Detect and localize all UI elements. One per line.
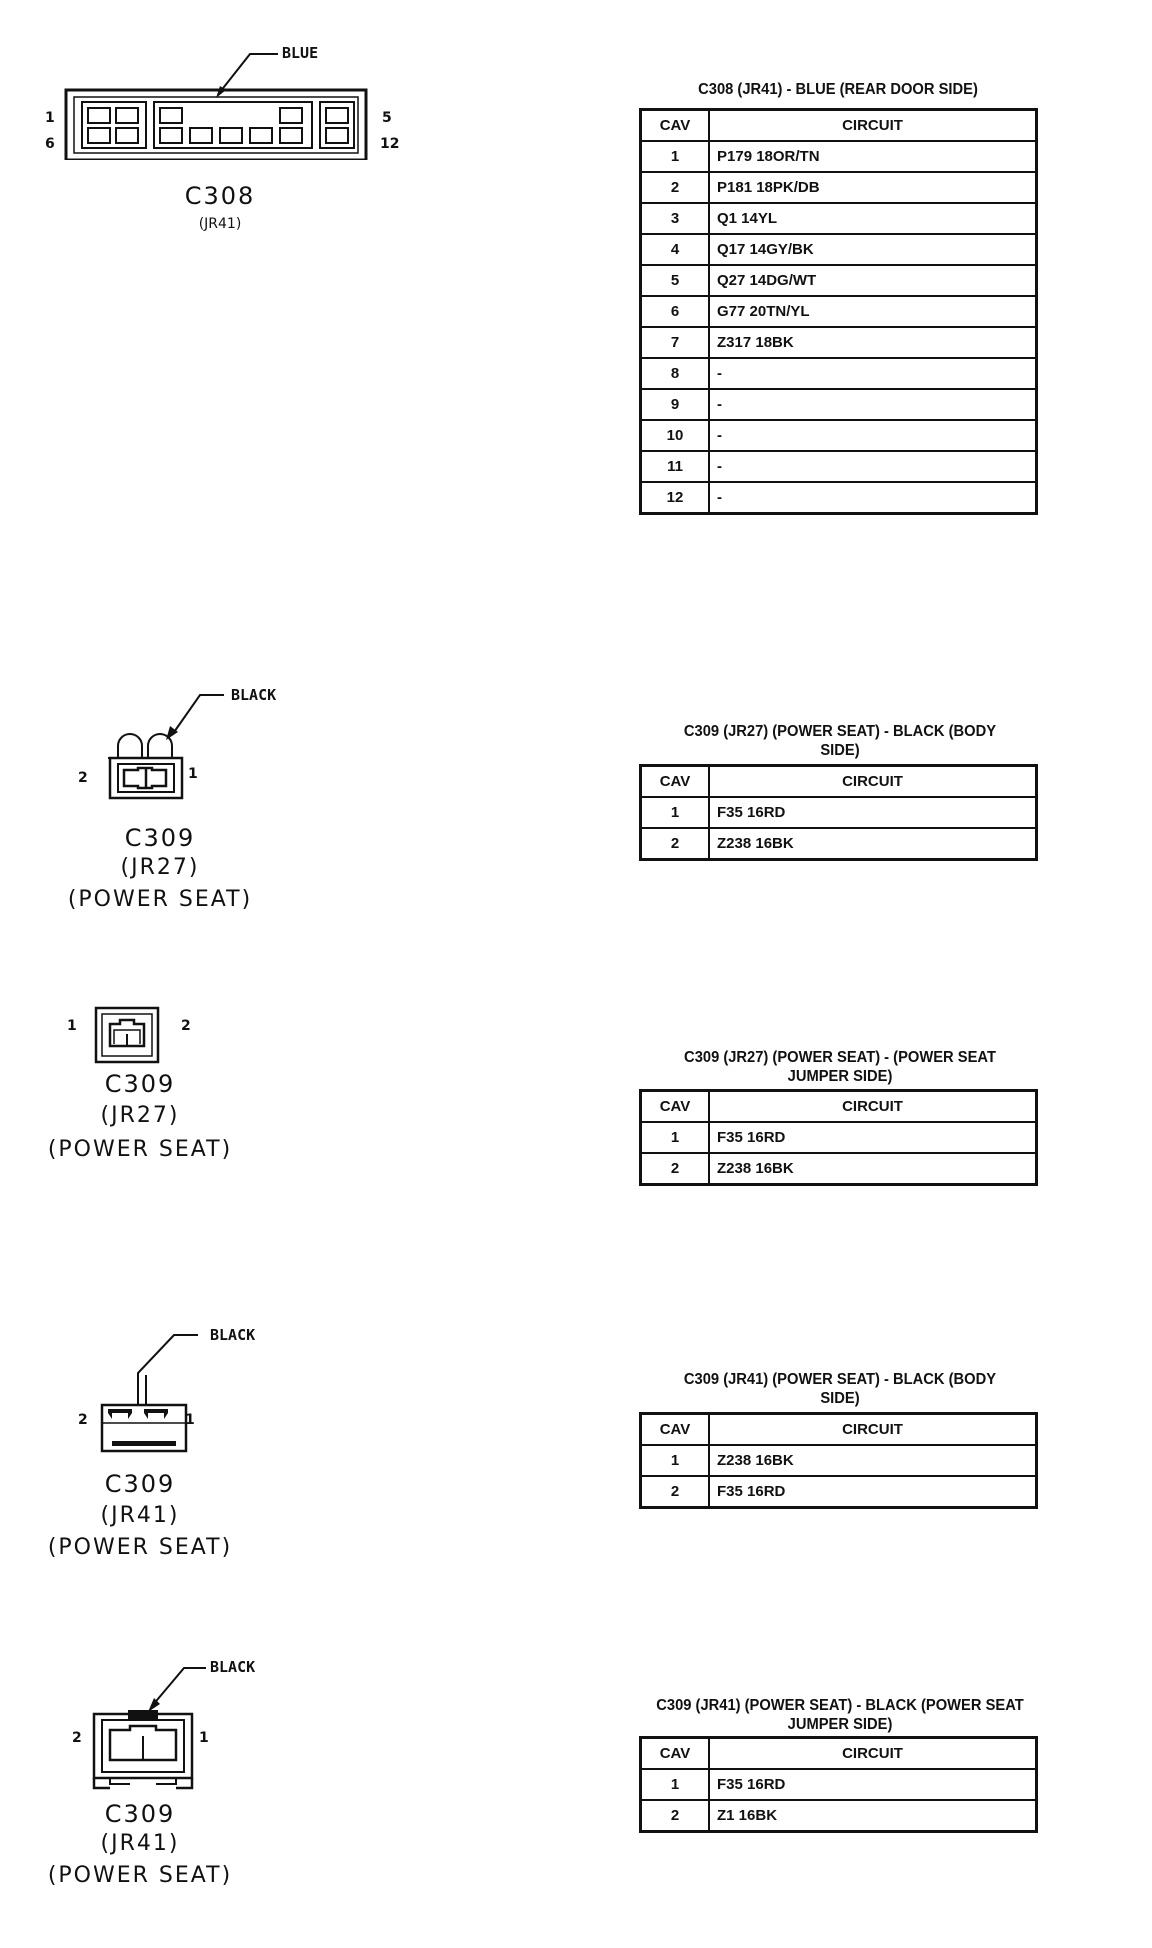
c308-pin-table	[640, 109, 1037, 514]
callout-line	[172, 695, 224, 735]
cav-cell: 2	[641, 172, 709, 203]
circuit-cell: P181 18PK/DB	[709, 172, 1036, 203]
table-row	[641, 1800, 1036, 1831]
cav-cell: 8	[641, 358, 709, 389]
c309-jr27-body-connector-sub: (JR27)	[120, 855, 200, 880]
pin-label: 1	[188, 766, 198, 782]
c309-jr41-body-pin-table	[640, 1413, 1037, 1508]
circuit-cell: -	[709, 389, 1036, 420]
pin-label: 2	[78, 1412, 88, 1428]
c308-pin-label-12: 12	[380, 136, 400, 152]
table-row	[641, 451, 1036, 482]
pin-label: 2	[72, 1730, 82, 1746]
table-row	[641, 482, 1036, 513]
cav-cell: 2	[641, 1476, 709, 1507]
callout-line	[220, 54, 278, 92]
circuit-cell: Z238 16BK	[709, 828, 1036, 859]
cav-cell: 1	[641, 1122, 709, 1153]
pin-label: 1	[67, 1018, 77, 1034]
c309-jr27-jumper-connector-sub: (JR27)	[100, 1103, 180, 1128]
c309-jr41-body-connector-diagram	[90, 1325, 270, 1455]
circuit-cell: P179 18OR/TN	[709, 141, 1036, 172]
table-row	[641, 1445, 1036, 1476]
table-header-row	[641, 110, 1036, 141]
pin-label: 2	[181, 1018, 191, 1034]
cav-cell: 2	[641, 1800, 709, 1831]
circuit-header: CIRCUIT	[709, 1414, 1036, 1445]
cav-header: CAV	[641, 110, 709, 141]
pin-label: 1	[199, 1730, 209, 1746]
table-row	[641, 420, 1036, 451]
circuit-header: CIRCUIT	[709, 1738, 1036, 1769]
pin-label: 1	[185, 1412, 195, 1428]
circuit-cell: Z238 16BK	[709, 1153, 1036, 1184]
table-row	[641, 172, 1036, 203]
circuit-cell: -	[709, 420, 1036, 451]
table-row	[641, 1476, 1036, 1507]
table-row	[641, 296, 1036, 327]
table-row	[641, 234, 1036, 265]
circuit-header: CIRCUIT	[709, 1091, 1036, 1122]
circuit-cell: G77 20TN/YL	[709, 296, 1036, 327]
pin-label: 2	[78, 770, 88, 786]
c309-jr41-body-connector-sub: (JR41)	[100, 1503, 180, 1528]
circuit-header: CIRCUIT	[709, 110, 1036, 141]
cav-cell: 2	[641, 1153, 709, 1184]
table-header-row	[641, 1738, 1036, 1769]
cav-cell: 3	[641, 203, 709, 234]
c309-jr41-jumper-color-callout: BLACK	[210, 1658, 256, 1676]
c309-jr27-jumper-connector-name: C309	[104, 1070, 176, 1098]
circuit-cell: Z238 16BK	[709, 1445, 1036, 1476]
c309-jr27-body-connector-name: C309	[124, 824, 196, 852]
cav-cell: 12	[641, 482, 709, 513]
cav-cell: 11	[641, 451, 709, 482]
c309-jr41-jumper-table-title: C309 (JR41) (POWER SEAT) - BLACK (POWER SEAT JUMPER SIDE)	[656, 1697, 1024, 1733]
cav-cell: 1	[641, 1769, 709, 1800]
c309-jr27-jumper-connector-diagram	[90, 1000, 190, 1070]
c308-pin-label-6: 6	[45, 136, 55, 152]
table-row	[641, 265, 1036, 296]
cav-cell: 1	[641, 141, 709, 172]
table-row	[641, 1769, 1036, 1800]
c309-jr27-body-color-callout: BLACK	[231, 686, 277, 704]
table-header-row	[641, 1091, 1036, 1122]
circuit-header: CIRCUIT	[709, 766, 1036, 797]
table-row	[641, 389, 1036, 420]
c309-jr41-body-table-title: C309 (JR41) (POWER SEAT) - BLACK (BODY SIDE)	[683, 1371, 997, 1407]
circuit-cell: F35 16RD	[709, 1769, 1036, 1800]
c308-connector-diagram	[60, 40, 420, 160]
circuit-cell: Q1 14YL	[709, 203, 1036, 234]
cav-header: CAV	[641, 1738, 709, 1769]
c308-table-title: C308 (JR41) - BLUE (REAR DOOR SIDE)	[698, 81, 978, 98]
cav-cell: 10	[641, 420, 709, 451]
c309-jr27-body-connector-sub2: (POWER SEAT)	[67, 887, 253, 912]
c309-jr27-body-table-title: C309 (JR27) (POWER SEAT) - BLACK (BODY SIDE)	[683, 723, 997, 759]
c309-jr41-body-color-callout: BLACK	[210, 1326, 256, 1344]
c309-jr27-jumper-connector-sub2: (POWER SEAT)	[47, 1137, 233, 1162]
circuit-cell: Q17 14GY/BK	[709, 234, 1036, 265]
table-row	[641, 358, 1036, 389]
c308-color-callout: BLUE	[282, 44, 319, 62]
circuit-cell: F35 16RD	[709, 797, 1036, 828]
cav-header: CAV	[641, 1091, 709, 1122]
callout-line	[152, 1668, 206, 1706]
c309-jr41-jumper-connector-sub: (JR41)	[100, 1831, 180, 1856]
c309-jr27-body-connector-diagram	[90, 680, 250, 820]
c308-pin-label-5: 5	[382, 110, 392, 126]
circuit-cell: -	[709, 358, 1036, 389]
table-row	[641, 327, 1036, 358]
c308-connector-sub: (JR41)	[198, 216, 242, 232]
table-row	[641, 797, 1036, 828]
c308-pin-label-1: 1	[45, 110, 55, 126]
circuit-cell: Z317 18BK	[709, 327, 1036, 358]
cav-cell: 5	[641, 265, 709, 296]
c308-connector-name: C308	[184, 182, 256, 210]
circuit-cell: Q27 14DG/WT	[709, 265, 1036, 296]
c309-jr41-jumper-pin-table	[640, 1737, 1037, 1832]
c309-jr41-body-connector-name: C309	[104, 1470, 176, 1498]
circuit-cell: -	[709, 451, 1036, 482]
cav-cell: 2	[641, 828, 709, 859]
cav-cell: 1	[641, 797, 709, 828]
c309-jr27-body-pin-table	[640, 765, 1037, 860]
cav-cell: 6	[641, 296, 709, 327]
circuit-cell: F35 16RD	[709, 1122, 1036, 1153]
table-row	[641, 141, 1036, 172]
cav-header: CAV	[641, 766, 709, 797]
cav-cell: 9	[641, 389, 709, 420]
table-row	[641, 828, 1036, 859]
table-row	[641, 1153, 1036, 1184]
cav-cell: 7	[641, 327, 709, 358]
c309-jr41-jumper-connector-sub2: (POWER SEAT)	[47, 1863, 233, 1888]
table-header-row	[641, 1414, 1036, 1445]
cav-cell: 4	[641, 234, 709, 265]
cav-header: CAV	[641, 1414, 709, 1445]
circuit-cell: -	[709, 482, 1036, 513]
c309-jr27-jumper-table-title: C309 (JR27) (POWER SEAT) - (POWER SEAT JUMPER SIDE)	[684, 1049, 996, 1085]
c309-jr27-jumper-pin-table	[640, 1090, 1037, 1185]
cav-cell: 1	[641, 1445, 709, 1476]
table-header-row	[641, 766, 1036, 797]
circuit-cell: F35 16RD	[709, 1476, 1036, 1507]
c309-jr41-body-connector-sub2: (POWER SEAT)	[47, 1535, 233, 1560]
c309-jr41-jumper-connector-name: C309	[104, 1800, 176, 1828]
table-row	[641, 1122, 1036, 1153]
table-row	[641, 203, 1036, 234]
circuit-cell: Z1 16BK	[709, 1800, 1036, 1831]
